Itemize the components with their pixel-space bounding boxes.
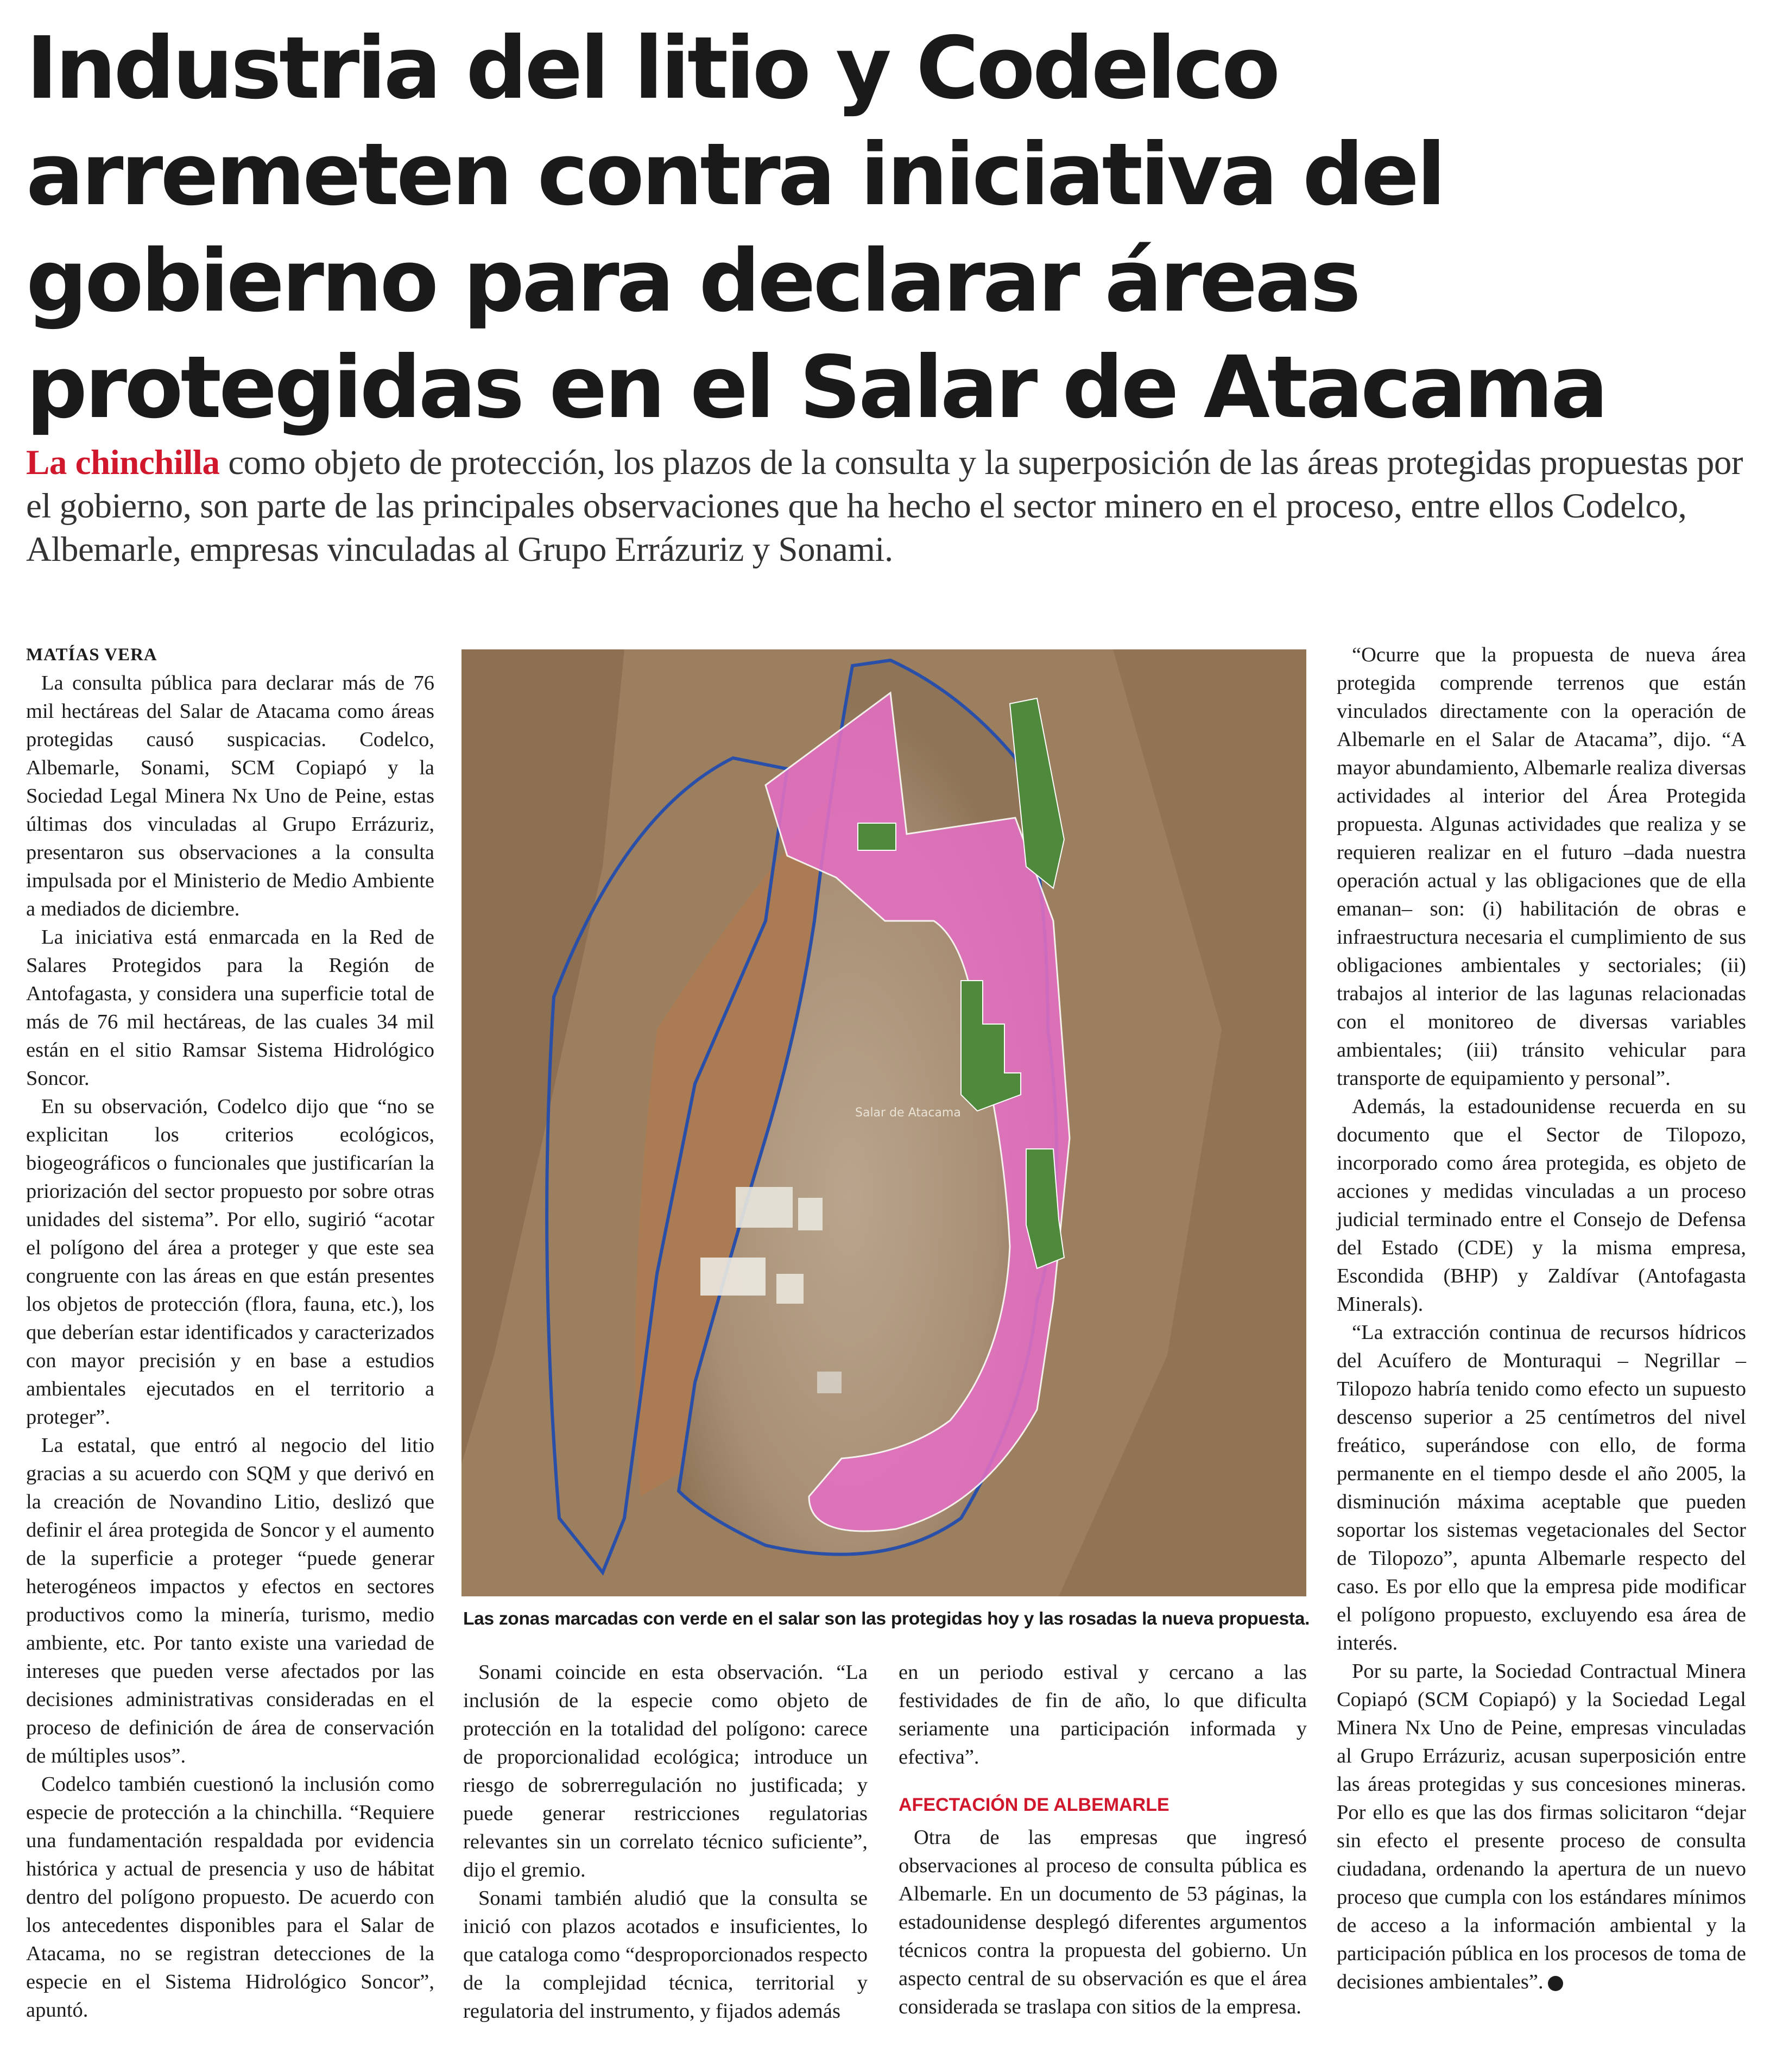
evaporation-ponds-4 — [776, 1274, 804, 1304]
paragraph: Sonami coincide en esta observación. “La inclusión de la especie como objeto de protección en la totalidad del polígono: carece de proporcionalidad ecológica; introduce un riesgo de sobrerregulación no justificada; y puede generar restricciones regulatorias relevantes sin un correlato técnico suficiente”, dijo el gremio. — [463, 1661, 868, 1881]
evaporation-ponds-1 — [736, 1187, 793, 1228]
column-3 — [899, 1658, 1307, 2021]
end-mark-icon — [1548, 1976, 1563, 1991]
byline: MATÍAS VERA — [26, 645, 157, 665]
evaporation-ponds-2 — [798, 1198, 823, 1230]
paragraph: “Ocurre que la propuesta de nueva área protegida comprende terrenos que están vinculados directamente con la operación de Albemarle en el Salar de Atacama”, dijo. “A mayor abundamiento, Albemarle realiza diversas actividades al interior del Área Protegida propuesta. Algunas actividades que realiza y se requieren realizar en el futuro –dada nuestra operación actual y las obligaciones que de ella emanan– son: (i) habilitación de obras e infraestructura necesaria el cumplimiento de sus obligaciones ambientales y sectoriales; (ii) trabajos al interior de las lagunas relacionadas con el monitoreo de diversas variables ambientales; (iii) tránsito vehicular para transporte de equipamiento y personal”. — [1337, 643, 1746, 1090]
paragraph: En su observación, Codelco dijo que “no se explicitan los criterios ecológicos, biogeográficos o funcionales que justificarían la priorización del sector propuesto por sobre otras unidades del sistema”. Por ello, sugirió “acotar el polígono del área a proteger y que este sea congruente con las áreas en que están presentes los objetos de protección (flora, fauna, etc.), los que deberían estar identificados y caracterizados con mayor precisión y en base a estudios ambientales ejecutados en el territorio a proteger”. — [26, 1095, 434, 1429]
protected-zone-small — [858, 823, 896, 850]
deck-lead: La chinchilla — [26, 443, 220, 482]
paragraph: Además, la estadounidense recuerda en su documento que el Sector de Tilopozo, incorporado como área protegida, es objeto de acciones y medidas vinculadas a un proceso judicial terminado entre el Consejo de Defensa del Estado (CDE) y la misma empresa, Escondida (BHP) y Zaldívar (Antofagasta Minerals). — [1337, 1095, 1746, 1316]
paragraph-text: Por su parte, la Sociedad Contractual Minera Copiapó (SCM Copiapó) y la Sociedad Legal Minera Nx Uno de Peine, empresas vinculadas al Grupo Errázuriz, acusan superposición entre las áreas protegidas y sus concesiones mineras. Por ello es que las dos firmas solicitaron “dejar sin efecto el presente proceso de consulta ciudadana, ordenando la apertura de un nuevo proceso que cumpla con los estándares mínimos de acceso a la información ambiental y la participación pública en los procesos de toma de decisiones ambientales”. — [1337, 1660, 1746, 1993]
headline: Industria del litio y Codelco arremeten contra iniciativa del gobierno para declarar áreas protegidas en el Salar de Atacama — [26, 18, 1606, 438]
salar-map — [461, 649, 1306, 1596]
paragraph: en un periodo estival y cercano a las festividades de fin de año, lo que dificulta seriamente una participación informada y efectiva”. — [899, 1661, 1307, 1768]
column-4 — [1337, 641, 1746, 1996]
evaporation-ponds-5 — [817, 1372, 842, 1393]
paragraph — [1337, 1657, 1746, 1996]
deck — [26, 441, 1753, 571]
satellite-map-image — [461, 649, 1306, 1596]
paragraph: La consulta pública para declarar más de 76 mil hectáreas del Salar de Atacama como áreas protegidas causó suspicacias. Codelco, Albemarle, Sonami, SCM Copiapó y la Sociedad Legal Minera Nx Uno de Peine, estas últimas dos vinculadas al Grupo Errázuriz, presentaron sus observaciones a la consulta impulsada por el Ministerio de Medio Ambiente a mediados de diciembre. — [26, 672, 434, 920]
map-label: Salar de Atacama — [855, 1106, 961, 1120]
paragraph: “La extracción continua de recursos hídricos del Acuífero de Monturaqui – Negrillar – Tilopozo habría tenido como efecto un supuesto descenso superior a 25 centímetros del nivel freático, superándose con ello, de forma permanente en el tiempo desde el año 2005, la disminución máxima aceptable que pueden soportar los sistemas vegetacionales del Sector de Tilopozo”, apunta Albemarle respecto del caso. Es por ello que la empresa pide modificar el polígono propuesto, excluyendo esa área de interés. — [1337, 1321, 1746, 1654]
map-caption: Las zonas marcadas con verde en el salar son las protegidas hoy y las rosadas la nueva propuesta. — [463, 1609, 1310, 1629]
column-1 — [26, 641, 434, 2024]
paragraph: La iniciativa está enmarcada en la Red de Salares Protegidos para la Región de Antofagasta, y considera una superficie total de más de 76 mil hectáreas, de las cuales 34 mil están en el sitio Ramsar Sistema Hidrológico Soncor. — [26, 926, 434, 1090]
paragraph: Sonami también aludió que la consulta se inició con plazos acotados e insuficientes, lo que cataloga como “desproporcionados respecto de la complejidad técnica, territorial y regulatoria del instrumento, y fijados además — [463, 1887, 868, 2023]
deck-text: como objeto de protección, los plazos de la consulta y la superposición de las áreas protegidas propuestas por el gobierno, son parte de las principales observaciones que ha hecho el sector minero en el proceso, entre ellos Codelco, Albemarle, empresas vinculadas al Grupo Errázuriz y Sonami. — [26, 443, 1743, 569]
paragraph: Codelco también cuestionó la inclusión como especie de protección a la chinchilla. “Requiere una fundamentación respaldada por evidencia histórica y actual de presencia y uso de hábitat dentro del polígono propuesto. De acuerdo con los antecedentes disponibles para el Salar de Atacama, no se registran detecciones de la especie en el Sistema Hidrológico Soncor”, apuntó. — [26, 1773, 434, 2022]
subhead: AFECTACIÓN DE ALBEMARLE — [899, 1795, 1169, 1815]
evaporation-ponds-3 — [700, 1258, 766, 1296]
paragraph: La estatal, que entró al negocio del litio gracias a su acuerdo con SQM y que derivó en la creación de Novandino Litio, deslizó que definir el área protegida de Soncor y el aumento de la superficie a proteger “puede generar heterogéneos impactos y efectos en sectores productivos como la minería, turismo, medio ambiente, etc. Por tanto existe una variedad de intereses que pueden verse afectados por las decisiones administrativas consideradas en el proceso de definición de área de conservación de múltiples usos”. — [26, 1434, 434, 1767]
column-2 — [463, 1658, 868, 2025]
paragraph: Otra de las empresas que ingresó observaciones al proceso de consulta pública es Albemarle. En un documento de 53 páginas, la estadounidense desplegó diferentes argumentos técnicos contra la propuesta del gobierno. Un aspecto central de su observación es que el área considerada se traslapa con sitios de la empresa. — [899, 1826, 1307, 2018]
